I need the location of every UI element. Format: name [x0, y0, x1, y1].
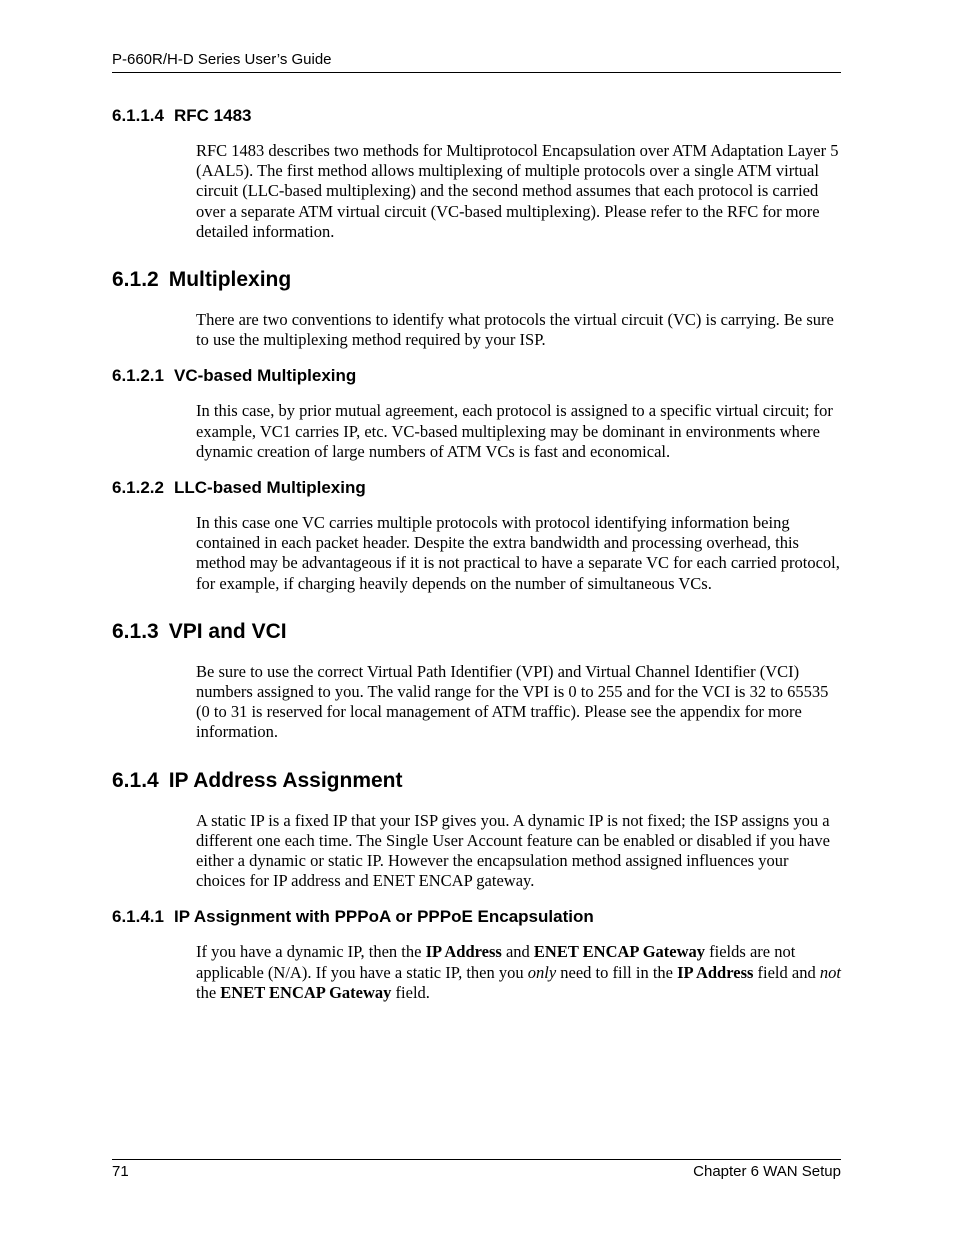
ip-address-term: IP Address [425, 942, 502, 962]
page-number: 71 [112, 1163, 129, 1180]
section-title: VPI and VCI [168, 619, 287, 643]
page-header [112, 50, 841, 73]
section-number: 6.1.2.1 [112, 366, 164, 386]
heading-vpi-and-vci [112, 618, 841, 646]
enet-encap-gateway-term: ENET ENCAP Gateway [220, 982, 392, 1002]
section-title: IP Address Assignment [168, 768, 403, 792]
text-run: the [196, 982, 221, 1002]
emphasis-only: only [527, 962, 557, 982]
text-run: field. [391, 982, 430, 1002]
heading-llc-based-multiplexing [112, 476, 841, 500]
section-number: 6.1.2.2 [112, 478, 164, 498]
vc-based-paragraph: In this case, by prior mutual agreement, each protocol is assigned to a specific virtual circuit; for example, VC1 carries IP, etc. VC-based multiplexing may be dominant in environments where dynamic creation of large numbers of ATM VCs is fast and economical. [196, 401, 833, 461]
section-number: 6.1.1.4 [112, 106, 164, 125]
page-footer [112, 1159, 841, 1183]
heading-rfc-1483 [112, 104, 841, 128]
enet-encap-gateway-term: ENET ENCAP Gateway [533, 942, 706, 962]
heading-multiplexing [112, 266, 841, 294]
section-title: Multiplexing [168, 268, 292, 292]
emphasis-not: not [819, 962, 841, 982]
section-number: 6.1.4.1 [112, 907, 164, 927]
section-title: IP Assignment with PPPoA or PPPoE Encapsulation [174, 907, 594, 927]
text-run: fields are not applicable (N/A). If you have a static IP, then you [196, 942, 796, 982]
ip-assignment-paragraph: A static IP is a fixed IP that your ISP gives you. A dynamic IP is not fixed; the ISP assigns you a different one each time. The Single User Account feature can be enabled or disabled if you have either a dynamic or static IP. However the encapsulation method assigned influences your choices for IP address and ENET ENCAP gateway. [196, 810, 830, 891]
multiplexing-paragraph: There are two conventions to identify what protocols the virtual circuit (VC) is carrying. Be sure to use the multiplexing method required by your ISP. [196, 310, 834, 350]
section-number: 6.1.4 [112, 768, 159, 792]
section-title: VC-based Multiplexing [174, 366, 357, 386]
llc-based-paragraph: In this case one VC carries multiple protocols with protocol identifying information being contained in each packet header. Despite the extra bandwidth and processing overhead, this method may be advantageous if it is not practical to have a separate VC for each carried protocol, for example, if charging heavily depends on the number of simultaneous VCs. [196, 513, 840, 593]
guide-title: P-660R/H-D Series User’s Guide [112, 51, 332, 68]
text-run: field and [753, 962, 820, 982]
text-run: If you have a dynamic IP, then the [196, 942, 426, 962]
pppoa-paragraph [196, 942, 841, 1003]
section-title: LLC-based Multiplexing [174, 478, 366, 498]
text-run: need to fill in the [556, 962, 678, 982]
heading-vc-based-multiplexing [112, 364, 841, 388]
heading-ip-address-assignment [112, 767, 841, 795]
section-title: RFC 1483 [174, 106, 252, 125]
ip-address-term: IP Address [677, 962, 754, 982]
vpi-vci-paragraph: Be sure to use the correct Virtual Path Identifier (VPI) and Virtual Channel Identifier (VCI) numbers assigned to you. The valid range for the VPI is 0 to 255 and for the VCI is 32 to 65535 (0 to 31 is reserved for local management of ATM traffic). Please see the appendix for more information. [196, 661, 829, 742]
text-run: and [501, 942, 534, 962]
heading-ip-assignment-pppoa-pppoe [112, 905, 841, 929]
section-number: 6.1.2 [112, 268, 159, 292]
chapter-title: Chapter 6 WAN Setup [693, 1163, 841, 1180]
section-number: 6.1.3 [112, 619, 159, 643]
rfc-1483-paragraph: RFC 1483 describes two methods for Multiprotocol Encapsulation over ATM Adaptation Layer 5 (AAL5). The first method allows multiplexing of multiple protocols over a single ATM virtual circuit (LLC-based multiplexing) and the second method assumes that each protocol is carried over a separate ATM virtual circuit (VC-based multiplexing). Please refer to the RFC for more detailed information. [196, 141, 839, 241]
document-body [112, 104, 841, 1003]
